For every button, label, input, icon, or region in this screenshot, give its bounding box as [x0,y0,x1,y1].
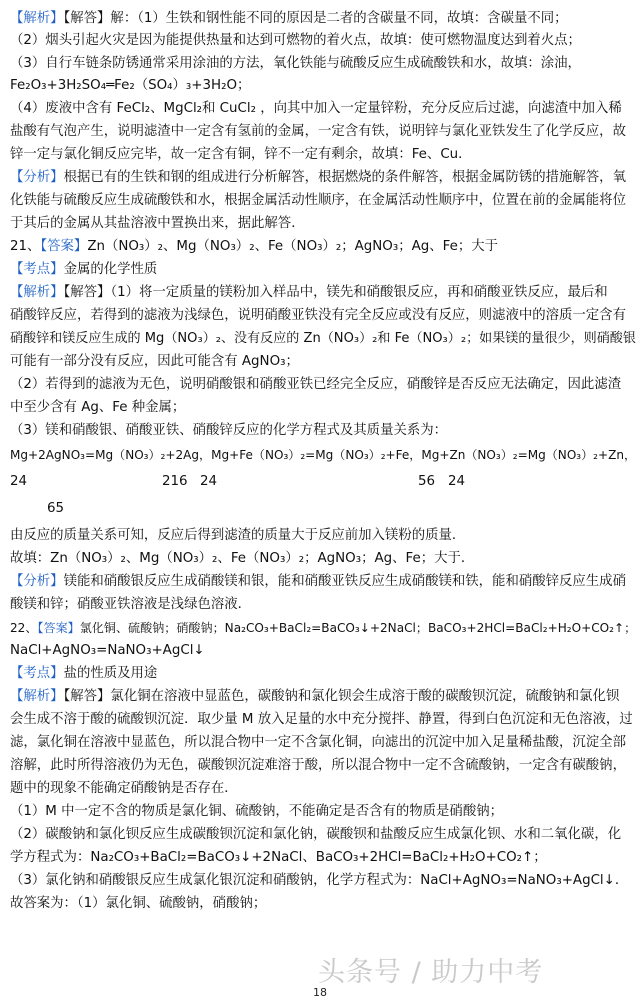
text-line [10,527,636,545]
text-line [10,32,636,50]
mass-value: 24 [200,474,218,489]
text-line [10,665,636,683]
line-text: 于其后的金属从其盐溶液中置换出来，据此解答． [10,216,305,231]
text-line [10,238,636,256]
line-text: 盐的性质及用途 [63,666,158,681]
line-text: （3）镁和硝酸银、硝酸亚铁、硝酸锌反应的化学方程式及其质量关系为： [10,423,448,438]
text-line [10,780,636,798]
line-text: 氯化铜、硫酸钠；硝酸钠；Na₂CO₃+BaCl₂=BaCO₃↓+2NaCl；BaCO₃+2HCl=BaCl₂+H₂O+CO₂↑； [79,621,637,635]
section-tag: 【答案】 [37,621,80,635]
line-text: 金属的化学性质 [63,262,158,277]
text-line [10,376,636,394]
line-text: 硝酸锌反应，若得到的滤液为浅绿色，说明硝酸亚铁没有完全反应或没有反应，则滤液中的溶质一定含有 [10,308,626,323]
line-text: 化铁能与硫酸反应生成硫酸铁和水，根据金属活动性顺序，在金属活动性顺序中，位置在前的金属能将位 [10,193,626,208]
text-line [10,688,636,706]
text-line [10,573,636,591]
line-text: 故答案为：（1）氯化铜、硫酸钠，硝酸钠； [10,896,267,911]
question-number: 21、 [10,239,41,254]
text-line [10,619,636,637]
text-line [10,284,636,302]
line-text: （1）M 中一定不含的物质是氯化铜、硫酸钠，不能确定是否含有的物质是硝酸钠； [10,804,503,819]
text-line [10,215,636,233]
text-line [10,596,636,614]
text-line [10,307,636,325]
watermark: 头条号 / 助力中考 [318,957,544,988]
line-text: 酸镁和锌；硝酸亚铁溶液是浅绿色溶液． [10,597,252,612]
text-line [10,895,636,913]
text-line [10,169,636,187]
section-tag: 【答案】 [40,239,88,254]
text-line [10,353,636,371]
text-line [10,849,636,867]
line-text: 溶解，此时所得溶液仍为无色，碳酸钡沉淀难溶于酸，所以混合物中一定不含硫酸钠，一定含有碳酸钠， [10,758,626,773]
line-text: （3）自行车链条防锈通常采用涂油的方法，氧化铁能与硫酸反应生成硫酸铁和水，故填：涂油， [10,56,581,71]
text-line [10,446,636,464]
question-number: 22、 [10,621,38,635]
text-line [10,734,636,752]
mass-value: 65 [47,501,65,516]
section-tag: 【分析】 [10,574,64,589]
text-line [10,10,636,28]
line-text: 【解答】（1）将一定质量的镁粉加入样品中，镁先和硝酸银反应，再和硝酸亚铁反应，最后和 [63,285,608,300]
section-tag: 【解析】 [10,285,64,300]
line-text: 硝酸锌和镁反应生成的 Mg（NO₃）₂、没有反应的 Zn（NO₃）₂和 Fe（NO₃）₂；如果镁的量很少，则硝酸银 [10,331,636,346]
line-text: （2）碳酸钠和氯化钡反应生成碳酸钡沉淀和氯化钠，碳酸钡和盐酸反应生成氯化钡、水和二氧化碳，化 [10,827,622,842]
text-line [10,826,636,844]
line-text: Mg+2AgNO₃=Mg（NO₃）₂+2Ag，Mg+Fe（NO₃）₂=Mg（NO₃）₂+Fe，Mg+Zn（NO₃）₂=Mg（NO₃）₂+Zn， [10,448,637,462]
line-text: 学方程式为：Na₂CO₃+BaCl₂=BaCO₃↓+2NaCl、BaCO₃+2HCl=BaCl₂+H₂O+CO₂↑； [10,850,547,865]
text-line [10,757,636,775]
line-text: 盐酸有气泡产生，说明滤渣中一定含有氢前的金属，一定含有铁，说明锌与氯化亚铁发生了化学反应，故 [10,124,626,139]
text-line [10,550,636,568]
text-line [10,872,636,890]
line-text: （2）烟头引起火灾是因为能提供热量和达到可燃物的着火点，故填：使可燃物温度达到着火点； [10,33,581,48]
mass-value: 216 [162,474,188,489]
line-text: 【解答】氯化铜在溶液中显蓝色，碳酸钠和氯化钡会生成溶于酸的碳酸钡沉淀，硫酸钠和氯化钡 [63,689,620,704]
text-line [10,711,636,729]
mass-value: 24 [448,474,466,489]
section-tag: 【分析】 [10,170,64,185]
text-line [10,192,636,210]
line-text: 由反应的质量关系可知，反应后得到滤渣的质量大于反应前加入镁粉的质量． [10,528,466,543]
text-line [10,261,636,279]
line-text: （3）氯化钠和硝酸银反应生成氯化银沉淀和硝酸钠，化学方程式为：NaCl+AgNO₃=NaNO₃+AgCl↓． [10,873,629,888]
line-text: 故填：Zn（NO₃）₂、Mg（NO₃）₂、Fe（NO₃）₂；AgNO₃；Ag、Fe；大于． [10,551,475,566]
line-text: 锌一定与氯化铜反应完毕，故一定含有铜，锌不一定有剩余，故填：Fe、Cu． [10,147,472,162]
line-text: NaCl+AgNO₃=NaNO₃+AgCl↓ [10,643,205,658]
line-text: 题中的现象不能确定硝酸钠是否存在． [10,781,238,796]
line-text: 会生成不溶于酸的硫酸钡沉淀．取少量 M 放入足量的水中充分搅拌、静置，得到白色沉淀和无色溶液，过 [10,712,633,727]
text-line [10,422,636,440]
line-text: Fe₂O₃+3H₂SO₄═Fe₂（SO₄）₃+3H₂O； [10,78,251,93]
section-tag: 【考点】 [10,666,64,681]
line-text: 中至少含有 Ag、Fe 种金属； [10,400,186,415]
section-tag: 【解析】 [10,11,64,26]
line-text: 根据已有的生铁和钢的组成进行分析解答，根据燃烧的条件解答，根据金属防锈的措施解答，氧 [63,170,626,185]
text-line [10,399,636,417]
text-line [10,642,636,660]
text-line [10,77,636,95]
text-line [10,123,636,141]
text-line [10,100,636,118]
line-text: （4）废液中含有 FeCl₂、MgCl₂和 CuCl₂ ，向其中加入一定量锌粉，充分反应后过滤，向滤渣中加入稀 [10,101,622,116]
text-line [10,55,636,73]
text-line [10,803,636,821]
line-text: 滤，氯化铜在溶液中显蓝色，所以混合物中一定不含氯化铜，向滤出的沉淀中加入足量稀盐酸，沉淀全部 [10,735,626,750]
section-tag: 【解析】 [10,689,64,704]
text-line [10,330,636,348]
page-number: 18 [313,986,327,999]
line-text: 【解答】解：（1）生铁和钢性能不同的原因是二者的含碳量不同，故填：含碳量不同； [63,11,568,26]
line-text: 镁能和硝酸银反应生成硝酸镁和银，能和硝酸亚铁反应生成硝酸镁和铁，能和硝酸锌反应生成硝 [63,574,626,589]
mass-value: 56 [418,474,436,489]
section-tag: 【考点】 [10,262,64,277]
text-line [10,146,636,164]
line-text: 可能有一部分没有反应，因此可能含有 AgNO₃； [10,354,299,369]
line-text: （2）若得到的滤液为无色，说明硝酸银和硝酸亚铁已经完全反应，硝酸锌是否反应无法确定，因此滤渣 [10,377,622,392]
line-text: Zn（NO₃）₂、Mg（NO₃）₂、Fe（NO₃）₂；AgNO₃；Ag、Fe；大于 [87,239,499,254]
mass-value: 24 [10,474,28,489]
